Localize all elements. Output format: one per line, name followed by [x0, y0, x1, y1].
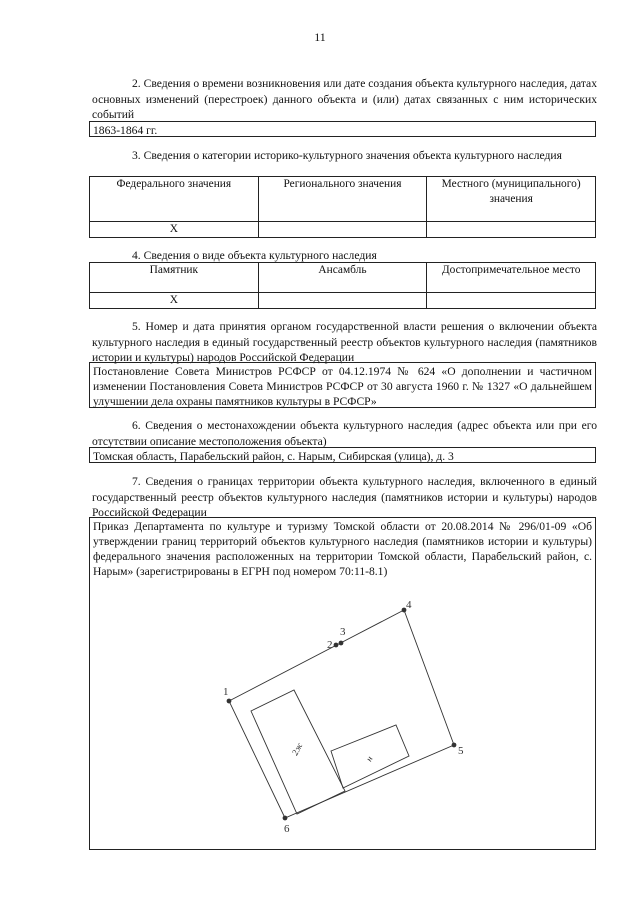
type-mark-monument: X: [90, 293, 259, 309]
boundary-point-5: [452, 743, 457, 748]
point-label-2: 2: [327, 639, 333, 651]
boundary-point-2: [334, 643, 339, 648]
building-1-label: 2ж: [289, 740, 305, 757]
section-4-heading: 4. Сведения о виде объекта культурного наследия: [132, 249, 377, 262]
type-col-monument: Памятник: [90, 263, 259, 293]
boundary-point-6: [283, 816, 288, 821]
point-label-5: 5: [458, 745, 464, 757]
section-5-heading: 5. Номер и дата принятия органом государственной власти решения о включении объекта культурного наследия в единый государственный реестр объектов культурного наследия (памятников истории и культуры) народов Российской Федерации: [92, 320, 597, 364]
section-5-value: Постановление Совета Министров РСФСР от 04.12.1974 № 624 «О дополнении и частичном изменении Постановления Совета Министров РСФСР от 30 августа 1960 г. № 1327 «О дальнейшем улучшении дела охраны памятников культуры в РСФСР»: [93, 365, 592, 408]
section-2-heading: 2. Сведения о времени возникновения или дате создания объекта культурного наследия, датах основных изменений (перестроек) данного объекта и (или) датах связанных с ним исторических событий: [92, 77, 598, 121]
page-number: 11: [314, 30, 326, 44]
point-label-3: 3: [340, 626, 346, 638]
section-2-value: 1863-1864 гг.: [93, 124, 158, 137]
point-label-4: 4: [406, 599, 412, 611]
section-6-value: Томская область, Парабельский район, с. Нарым, Сибирская (улица), д. 3: [93, 450, 454, 463]
section-3-heading: 3. Сведения о категории историко-культурного значения объекта культурного наследия: [132, 149, 562, 162]
category-col-local: Местного (муниципального) значения: [427, 177, 596, 222]
point-label-6: 6: [284, 823, 290, 835]
type-col-landmark: Достопримечательное место: [427, 263, 596, 293]
section-7-heading: 7. Сведения о границах территории объекта культурного наследия, включенного в единый государственный реестр объектов культурного наследия (памятников истории и культуры) народов Российской Федерации: [92, 475, 597, 519]
section-6-heading: 6. Сведения о местонахождении объекта культурного наследия (адрес объекта или при его отсутствии описание местоположения объекта): [92, 419, 597, 448]
building-2-outline: [331, 725, 409, 788]
building-2-label: н: [363, 754, 375, 764]
category-col-regional: Регионального значения: [258, 177, 427, 222]
category-col-federal: Федерального значения: [90, 177, 259, 222]
section-7-value: Приказ Департамента по культуре и туризму Томской области от 20.08.2014 № 296/01-09 «Об утверждении границ территорий объектов культурного наследия (памятников истории и культуры) федерального значения расположенных на территории Томской области, Парабельский район, с. Нарым» (зарегистрированы в ЕГРН под номером 70:11-8.1): [93, 520, 592, 578]
category-mark-federal: X: [90, 222, 259, 238]
point-label-1: 1: [223, 686, 229, 698]
boundary-point-1: [227, 699, 232, 704]
type-col-ensemble: Ансамбль: [258, 263, 427, 293]
boundary-point-3: [339, 641, 344, 646]
